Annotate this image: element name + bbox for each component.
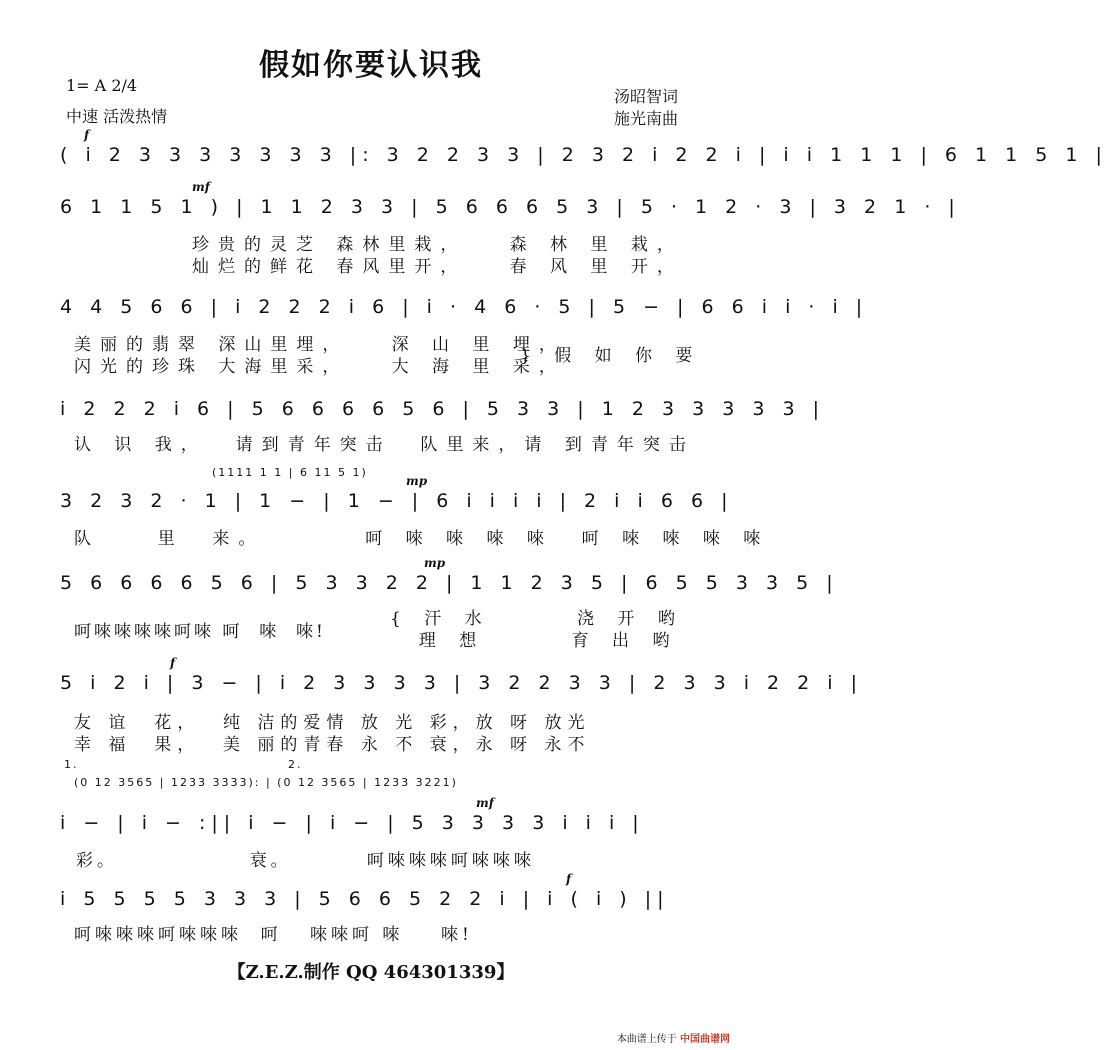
notation-line: i 5 5 5 5 3 3 3 | 5 6 6 5 2 2 i | i ( i ) ||	[60, 888, 670, 910]
lyric-verse-2: 闪光的珍珠 大海里采， 大 海 里 采，	[74, 357, 565, 377]
lyric-verse-1: 彩。 衰。 呵唻唻唻呵唻唻唻	[76, 851, 535, 871]
tempo-marking: 中速 活泼热情	[66, 107, 168, 126]
notation-line: i − | i − :|| i − | i − | 5 3 3 3 3 i i i |	[60, 812, 645, 834]
dynamic-marking: mp	[424, 556, 446, 570]
lyric-verse-1: 友 谊 花， 纯 洁的爱情 放 光 彩，放 呀 放光	[74, 713, 591, 733]
notation-line: 6 1 1 5 1 ) | 1 1 2 3 3 | 5 6 6 6 5 3 | 5 · 1 2 · 3 | 3 2 1 · |	[60, 196, 961, 218]
dynamic-marking: f	[170, 656, 176, 670]
dynamic-marking: mf	[192, 180, 210, 194]
song-title: 假如你要认识我	[259, 48, 483, 83]
notation-line: i 2 2 2 i 6 | 5 6 6 6 6 5 6 | 5 3 3 | 1 2 3 3 3 3 3 |	[60, 398, 826, 420]
key-signature: 1= A 2/4	[66, 76, 138, 95]
lyric-verse-1: 美丽的翡翠 深山里埋， 深 山 里 埋，	[74, 335, 565, 355]
volta-1-label: 1.	[64, 758, 79, 771]
dynamic-marking: mp	[406, 474, 428, 488]
dynamic-marking: mf	[476, 796, 494, 810]
composer-credit: 施光南曲	[613, 109, 678, 128]
lyric-verse-2: 灿烂的鲜花 春风里开， 春 风 里 开，	[192, 257, 683, 277]
lyric-verse-1: 认 识 我， 请到青年突击 队里来，请 到青年突击	[74, 435, 695, 455]
producer-credit: 【Z.E.Z.制作 QQ 464301339】	[227, 962, 515, 983]
notation-line: 5 6 6 6 6 5 6 | 5 3 3 2 2 | 1 1 2 3 5 | 6 5 5 3 3 5 |	[60, 572, 839, 594]
site-brand-link[interactable]: 中国曲谱网	[680, 1034, 730, 1045]
accompaniment-notes: (1111 1 1 | 6 11 5 1)	[212, 466, 368, 479]
lyric-verse-1: 队 里 来。 呵 唻 唻 唻 唻 呵 唻 唻 唻 唻	[74, 529, 770, 549]
accompaniment-notes: (0 12 3565 | 1233 3333): | (0 12 3565 | 1233 3221)	[74, 776, 458, 789]
lyric-verse-1: 呵唻唻唻呵唻唻唻 呵 唻唻呵 唻 唻!	[74, 925, 473, 945]
lyric-aside: 理 想 育 出 哟	[390, 631, 679, 651]
footer-prefix: 本曲谱上传于	[616, 1034, 677, 1045]
notation-line: 3 2 3 2 · 1 | 1 − | 1 − | 6 i i i i | 2 i i 6 6 |	[60, 490, 734, 512]
notation-line: 4 4 5 6 6 | i 2 2 2 i 6 | i · 4 6 · 5 | 5 − | 6 6 i i · i |	[60, 296, 869, 318]
dynamic-marking: f	[566, 872, 572, 886]
lyric-verse-2: 幸 福 果， 美 丽的青春 永 不 衰，永 呀 永不	[74, 735, 591, 755]
lyric-verse-1: 呵唻唻唻唻呵唻 呵 唻 唻!	[74, 622, 326, 642]
dynamic-marking: f	[84, 128, 90, 142]
site-footer	[617, 1030, 730, 1045]
volta-2-label: 2.	[288, 758, 303, 771]
lyric-aside: } 假 如 你 要	[520, 346, 702, 366]
notation-line: ( i 2 3 3 3 3 3 3 3 |: 3 2 2 3 3 | 2 3 2 i 2 2 i | i i 1 1 1 | 6 1 1 5 1 |	[60, 144, 1108, 166]
notation-line: 5 i 2 i | 3 − | i 2 3 3 3 3 | 3 2 2 3 3 | 2 3 3 i 2 2 i |	[60, 672, 864, 694]
lyricist-credit: 汤昭智词	[613, 87, 678, 106]
lyric-aside: { 汗 水 浇 开 哟	[390, 609, 684, 629]
lyric-verse-1: 珍贵的灵芝 森林里栽， 森 林 里 栽，	[192, 235, 683, 255]
